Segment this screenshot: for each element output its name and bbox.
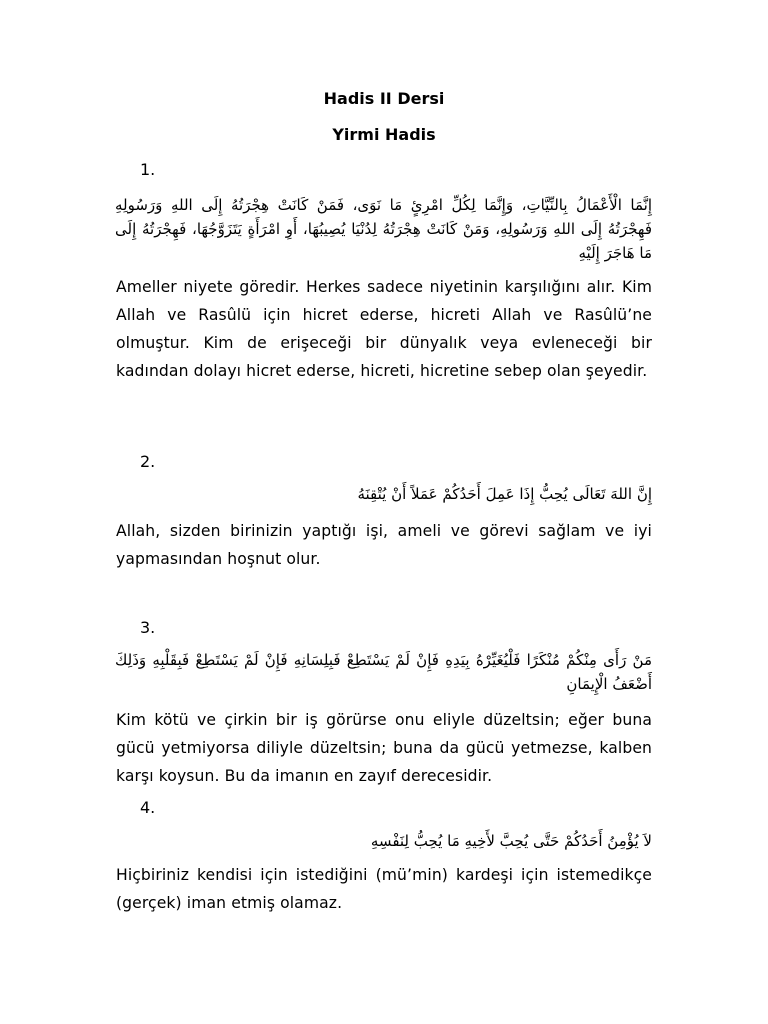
hadith-3-arabic: مَنْ رَأَى مِنْكُمْ مُنْكَرًا فَلْيُغَيِّرْهُ بِيَدِهِ فَإِنْ لَمْ يَسْتَطِعْ فَبِلِسَانِهِ فَإِنْ لَمْ يَسْتَطِعْ فَبِقَلْبِهِ وَذَلِكَ أَضْعَفُ الْإِيمَانِ bbox=[115, 651, 652, 693]
document-title: Hadis II Dersi bbox=[323, 89, 445, 108]
hadith-2-translation: Allah, sizden birinizin yaptığı işi, ameli ve görevi sağlam ve iyi yapmasından hoşnut olur. bbox=[116, 522, 652, 568]
document-subtitle: Yirmi Hadis bbox=[332, 125, 436, 144]
hadith-1-arabic: إِنَّمَا الْأَعْمَالُ بِالنِّيَّاتِ، وَإِنَّمَا لِكُلِّ امْرِئٍ مَا نَوَى، فَمَنْ كَانَتْ هِجْرَتُهُ إِلَى اللهِ وَرَسُولِهِ فَهِجْرَتُهُ إِلَى اللهِ وَرَسُولِهِ، وَمَنْ كَانَتْ هِجْرَتُهُ لِدُنْيَا يُصِيبُهَا، أَوِ امْرَأَةٍ يَتَزَوَّجُهَا، فَهِجْرَتُهُ إِلَى مَا هَاجَرَ إِلَيْهِ bbox=[115, 196, 652, 262]
hadith-4-number: 4. bbox=[140, 798, 156, 817]
hadith-1-translation: Ameller niyete göredir. Herkes sadece niyetinin karşılığını alır. Kim Allah ve Rasûlü için hicret ederse, hicreti Allah ve Rasûlü’ne olmuştur. Kim de erişeceği bir dünyalık veya evleneceği bir kadından dolayı hicret ederse, hicreti, hicretine sebep olan şeyedir. bbox=[116, 278, 652, 380]
hadith-2-arabic: إِنَّ اللهَ تَعَالَى يُحِبُّ إِذَا عَمِلَ أَحَدُكُمْ عَمَلاً أَنْ يُتْقِنَهُ bbox=[357, 485, 652, 503]
hadith-4-translation: Hiçbiriniz kendisi için istediğini (mü’min) kardeşi için istemedikçe (gerçek) iman etmiş olamaz. bbox=[116, 866, 652, 912]
hadith-2-number: 2. bbox=[140, 452, 156, 471]
hadith-3-translation: Kim kötü ve çirkin bir iş görürse onu eliyle düzeltsin; eğer buna gücü yetmiyorsa diliyle düzeltsin; buna da gücü yetmezse, kalben karşı koysun. Bu da imanın en zayıf derecesidir. bbox=[116, 711, 652, 785]
hadith-1-number: 1. bbox=[140, 160, 156, 179]
hadith-4-arabic: لاَ يُؤْمِنُ أَحَدُكُمْ حَتَّى يُحِبَّ لأَخِيهِ مَا يُحِبُّ لِنَفْسِهِ bbox=[370, 832, 652, 850]
hadith-3-number: 3. bbox=[140, 618, 156, 637]
